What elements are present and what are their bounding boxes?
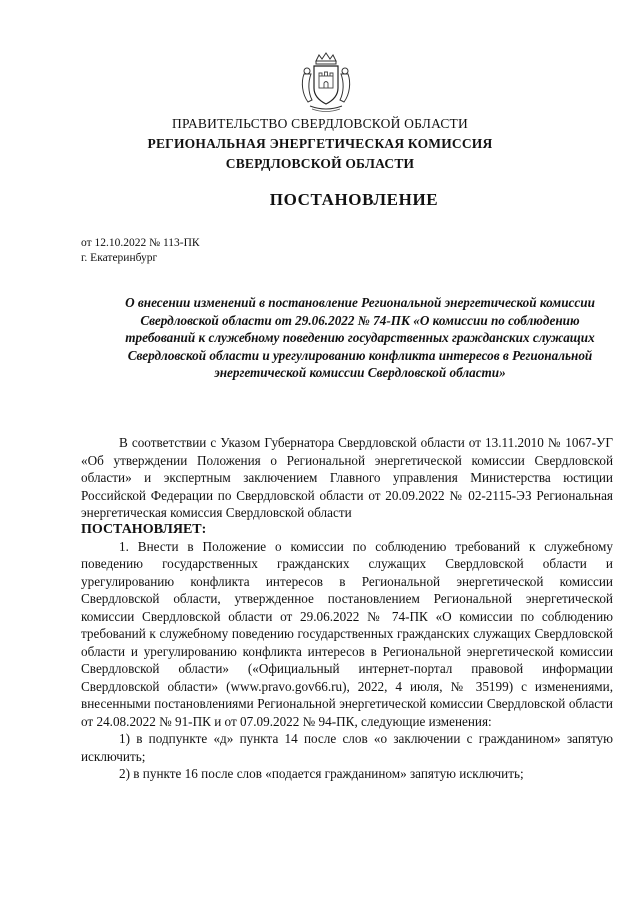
- government-name: ПРАВИТЕЛЬСТВО СВЕРДЛОВСКОЙ ОБЛАСТИ: [172, 116, 468, 131]
- document-date-number: от 12.10.2022 № 113-ПК: [81, 237, 200, 249]
- subitem-2-paragraph: 2) в пункте 16 после слов «подается гражданином» запятую исключить;: [119, 766, 524, 781]
- item-1-paragraph: 1. Внести в Положение о комиссии по соблюдению требований к служебному поведению государственных гражданских служащих Свердловской области и урегулированию конфликта интересов в Региональной энергетической комиссии Свердловской области, утвержденное постановлением Региональной энергетической комиссии Свердловской области от 29.06.2022 № 74-ПК «О комиссии по соблюдению требований к служебному поведению государственных гражданских служащих Свердловской области и урегулированию конфликта интересов в Региональной энергетической комиссии Свердловской области» («Официальный интернет-портал правовой информации Свердловской области» (www.pravo.gov66.ru), 2022, 4 июля, № 35199) с изменениями, внесенными постановлениями Региональной энергетической комиссии Свердловской области от 24.08.2022 № 91-ПК и от 07.09.2022 № 94-ПК, следующие изменения:: [81, 538, 613, 729]
- commission-name-line1: РЕГИОНАЛЬНАЯ ЭНЕРГЕТИЧЕСКАЯ КОМИССИЯ: [147, 136, 493, 151]
- resolve-heading: ПОСТАНОВЛЯЕТ:: [81, 521, 207, 537]
- document-city: г. Екатеринбург: [81, 252, 158, 264]
- coat-of-arms-emblem: [298, 52, 354, 112]
- commission-name-line2: СВЕРДЛОВСКОЙ ОБЛАСТИ: [225, 156, 415, 171]
- subitem-1-paragraph: 1) в подпункте «д» пункта 14 после слов «о заключении с гражданином» запятую исключить;: [81, 731, 613, 764]
- document-subject: О внесении изменений в постановление Региональной энергетической комиссии Свердловской области от 29.06.2022 № 74-ПК «О комиссии по соблюдению требований к служебному поведению государственных гражданских служащих Свердловской области и урегулированию конфликта интересов в Региональной энергетической комиссии Свердловской области»: [125, 295, 595, 381]
- intro-paragraph: В соответствии с Указом Губернатора Свердловской области от 13.11.2010 № 1067-УГ «Об утверждении Положения о Региональной энергетической комиссии Свердловской области» и экспертным заключением Главного управления Министерства юстиции Российской Федерации по Свердловской области от 20.09.2022 № 02-2115-ЭЗ Региональная энергетическая комиссия Свердловской области: [81, 435, 613, 520]
- document-title: ПОСТАНОВЛЕНИЕ: [269, 190, 439, 209]
- document-body: [81, 434, 613, 783]
